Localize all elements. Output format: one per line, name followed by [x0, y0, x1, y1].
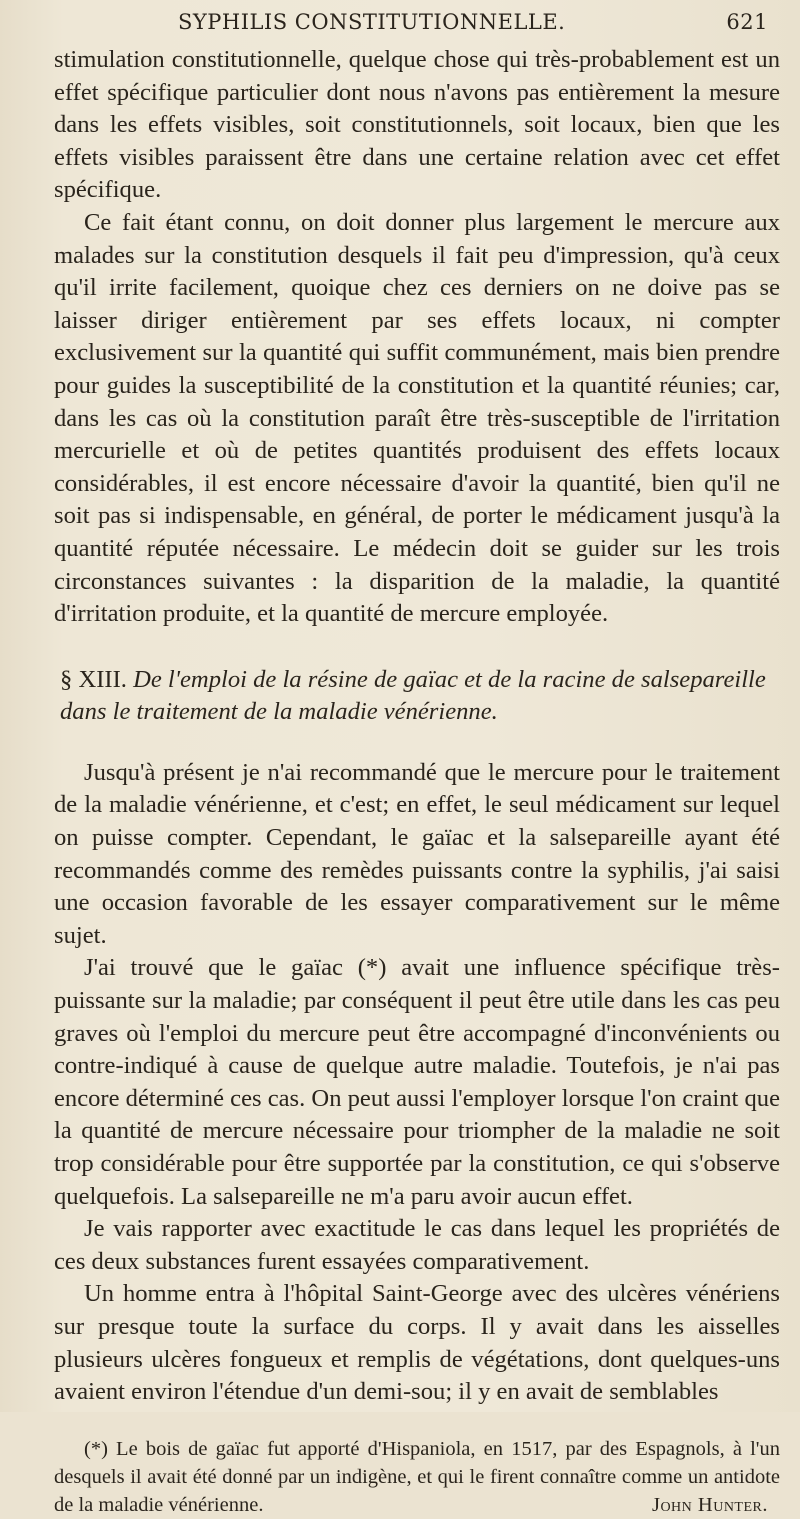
section-title: De l'emploi de la résine de gaïac et de la racine de salsepareille dans le traitement de la maladie vénérienne. — [60, 665, 766, 726]
main-text — [54, 44, 780, 631]
section-heading — [54, 664, 780, 729]
footnote — [54, 1435, 780, 1519]
paragraph: Ce fait étant connu, on doit donner plus largement le mercure aux malades sur la constitution desquels il fait peu d'impression, qu'à ceux qu'il irrite facilement, quoique chez ces derniers on ne doive pas se laisser diriger entièrement par ses effets locaux, ni compter exclusivement sur la quantité qui suffit communément, mais bien prendre pour guides la susceptibilité de la constitution et la quantité réunies; car, dans les cas où la constitution paraît être très-susceptible de l'irritation mercurielle et où de petites quantités produisent des effets locaux considérables, il est encore nécessaire d'avoir la quantité, bien qu'il ne soit pas si indispensable, en général, de porter le médicament jusqu'à la quantité réputée nécessaire. Le médecin doit se guider sur les trois circonstances suivantes : la disparition de la maladie, la quantité d'irritation produite, et la quantité de mercure employée. — [54, 208, 780, 628]
running-header — [54, 0, 780, 44]
footnote-author: John Hunter. — [651, 1493, 768, 1516]
footnote-text: (*) Le bois de gaïac fut apporté d'Hispaniola, en 1517, par des Espagnols, à l'un desquels il avait été donné par un indigène, et qui le firent connaître comme un antidote de la maladie vénérienne. — [54, 1437, 780, 1516]
paragraph: Jusqu'à présent je n'ai recommandé que le mercure pour le traitement de la maladie vénérienne, et c'est; en effet, le seul médicament sur lequel on puisse compter. Cependant, le gaïac et la salsepareille ayant été recommandés comme des remèdes puissants contre la syphilis, j'ai saisi une occasion favorable de les essayer comparativement sur le même sujet. — [54, 758, 780, 949]
section-text — [54, 757, 780, 1409]
paragraph: stimulation constitutionnelle, quelque chose qui très-probablement est un effet spécifique particulier dont nous n'avons pas entièrement la mesure dans les effets visibles, soit constitutionnels, soit locaux, bien que les effets visibles paraissent être dans une certaine relation avec cet effet spécifique. — [54, 46, 780, 204]
page-number: 621 — [726, 10, 768, 34]
section-number: § XIII. — [60, 665, 127, 693]
paragraph: Un homme entra à l'hôpital Saint-George avec des ulcères vénériens sur presque toute la surface du corps. Il y avait dans les aisselles plusieurs ulcères fongueux et remplis de végétations, dont quelques-uns avaient environ l'étendue d'un demi-sou; il y en avait de semblables — [54, 1280, 780, 1406]
paragraph: Je vais rapporter avec exactitude le cas dans lequel les propriétés de ces deux substances furent essayées comparativement. — [54, 1215, 780, 1275]
paragraph: J'ai trouvé que le gaïac (*) avait une influence spécifique très-puissante sur la maladie; par conséquent il peut être utile dans les cas peu graves où l'emploi du mercure peut être accompagné d'inconvénients ou contre-indiqué à cause de quelque autre maladie. Toutefois, je n'ai pas encore déterminé ces cas. On peut aussi l'employer lorsque l'on craint que la quantité de mercure nécessaire pour triompher de la maladie ne soit trop considérable pour être supportée par la constitution, ce qui s'observe quelquefois. La salsepareille ne m'a paru avoir aucun effet. — [54, 954, 780, 1210]
running-title: SYPHILIS CONSTITUTIONNELLE. — [178, 10, 566, 34]
